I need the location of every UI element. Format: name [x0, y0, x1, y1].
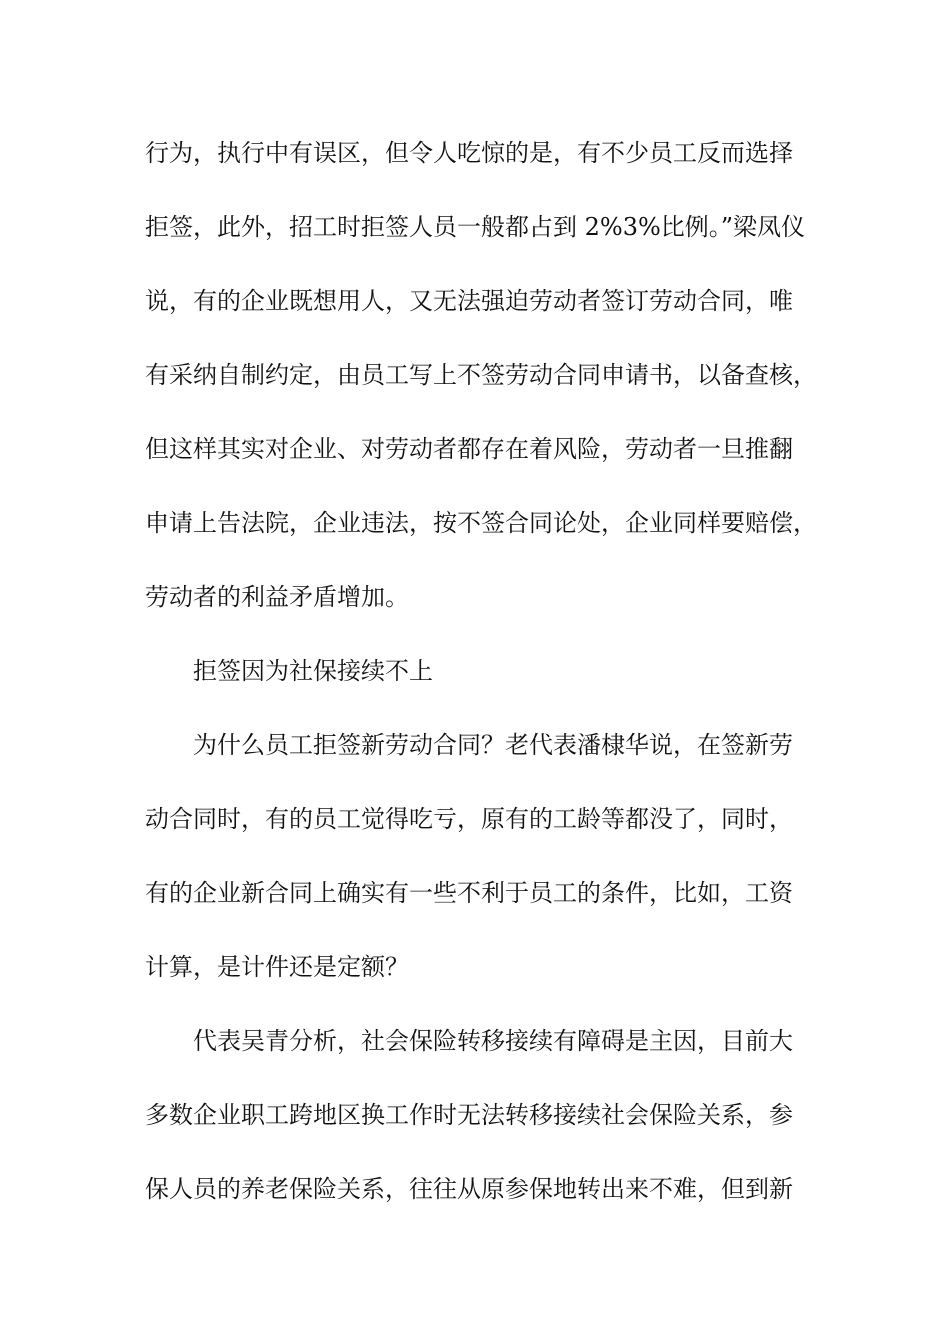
body-text-line: 行为，执行中有误区，但令人吃惊的是，有不少员工反而选择: [145, 139, 793, 167]
body-text-line: 申请上告法院，企业违法，按不签合同论处，企业同样要赔偿，: [145, 509, 817, 537]
body-text-line: 有的企业新合同上确实有一些不利于员工的条件，比如，工资: [145, 879, 793, 907]
body-text-line: 有采纳自制约定，由员工写上不签劳动合同申请书，以备查核，: [145, 361, 817, 389]
body-text-line: 代表吴青分析，社会保险转移接续有障碍是主因，目前大: [193, 1027, 793, 1055]
body-text-line: 为什么员工拒签新劳动合同？老代表潘棣华说，在签新劳: [193, 731, 793, 759]
body-text-line: 多数企业职工跨地区换工作时无法转移接续社会保险关系，参: [145, 1101, 793, 1129]
body-text-line: 计算，是计件还是定额？: [145, 953, 409, 981]
body-text-line: 劳动者的利益矛盾增加。: [145, 583, 409, 611]
body-text-line: 保人员的养老保险关系，往往从原参保地转出来不难，但到新: [145, 1175, 793, 1203]
body-text-line: 动合同时，有的员工觉得吃亏，原有的工龄等都没了，同时，: [145, 805, 793, 833]
body-text-line: 说，有的企业既想用人，又无法强迫劳动者签订劳动合同，唯: [145, 287, 793, 315]
body-text-line: 但这样其实对企业、对劳动者都存在着风险，劳动者一旦推翻: [145, 435, 793, 463]
body-text-line: 拒签，此外，招工时拒签人员一般都占到 2%3%比例。”梁凤仪: [145, 213, 806, 241]
section-heading: 拒签因为社保接续不上: [193, 657, 433, 685]
